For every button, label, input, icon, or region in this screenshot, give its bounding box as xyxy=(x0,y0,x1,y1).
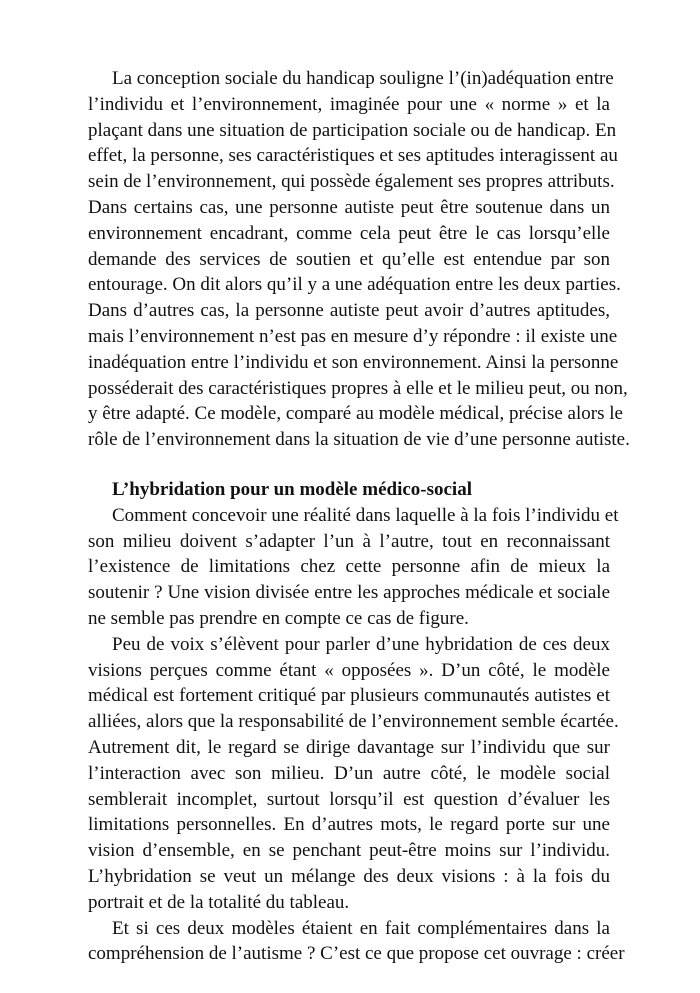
text-line: La conception sociale du handicap souligne l’(in)adéquation entre xyxy=(112,68,614,89)
text-line: Dans d’autres cas, la personne autiste peut avoir d’autres aptitudes, xyxy=(88,300,610,322)
text-line: l’individu et l’environnement, imaginée pour une « norme » et la xyxy=(88,93,610,115)
text-line: l’interaction avec son milieu. D’un autre côté, le modèle social xyxy=(88,762,610,784)
text-line: Et si ces deux modèles étaient en fait complémentaires dans la xyxy=(112,917,610,939)
text-line: inadéquation entre l’individu et son environnement. Ainsi la personne xyxy=(88,351,619,373)
text-line: Peu de voix s’élèvent pour parler d’une hybridation de ces deux xyxy=(112,633,610,655)
text-line: l’existence de limitations chez cette personne afin de mieux la xyxy=(88,556,610,578)
text-line: Dans certains cas, une personne autiste peut être soutenue dans un xyxy=(88,196,610,218)
text-line: effet, la personne, ses caractéristiques et ses aptitudes interagissent au xyxy=(88,145,618,167)
document-page xyxy=(88,66,630,967)
text-line: vision d’ensemble, en se penchant peut-être moins sur l’individu. xyxy=(88,840,610,862)
text-line: portrait et de la totalité du tableau. xyxy=(88,891,350,913)
paragraph xyxy=(88,632,619,916)
text-line: soutenir ? Une vision divisée entre les approches médicale et sociale xyxy=(88,582,610,604)
paragraph xyxy=(88,916,625,968)
text-line: entourage. On dit alors qu’il y a une adéquation entre les deux parties. xyxy=(88,274,621,296)
text-line: semblerait incomplet, surtout lorsqu’il est question d’évaluer les xyxy=(88,788,610,810)
text-line: demande des services de soutien et qu’elle est entendue par son xyxy=(88,248,610,270)
paragraph xyxy=(88,503,619,632)
text-line: visions perçues comme étant « opposées ». D’un côté, le modèle xyxy=(88,659,610,681)
text-line: L’hybridation se veut un mélange des deux visions : à la fois du xyxy=(88,865,610,887)
paragraph xyxy=(88,66,630,453)
text-line: plaçant dans une situation de participation sociale ou de handicap. En xyxy=(88,119,617,141)
text-line: son milieu doivent s’adapter l’un à l’autre, tout en reconnaissant xyxy=(88,530,610,552)
text-line: médical est fortement critiqué par plusieurs communautés autistes et xyxy=(88,685,610,707)
text-line: sein de l’environnement, qui possède également ses propres attributs. xyxy=(88,171,615,193)
text-line: environnement encadrant, comme cela peut être le cas lorsqu’elle xyxy=(88,222,610,244)
text-line: rôle de l’environnement dans la situation de vie d’une personne autiste. xyxy=(88,429,630,451)
section-heading: L’hybridation pour un modèle médico-social xyxy=(112,478,472,500)
text-line: ne semble pas prendre en compte ce cas de figure. xyxy=(88,607,469,629)
text-line: y être adapté. Ce modèle, comparé au modèle médical, précise alors le xyxy=(88,403,623,425)
text-line: limitations personnelles. En d’autres mots, le regard porte sur une xyxy=(88,814,610,836)
text-line: compréhension de l’autisme ? C’est ce que propose cet ouvrage : créer xyxy=(88,943,625,965)
text-line: Autrement dit, le regard se dirige davantage sur l’individu que sur xyxy=(88,736,610,758)
text-line: mais l’environnement n’est pas en mesure d’y répondre : il existe une xyxy=(88,325,618,347)
text-line: posséderait des caractéristiques propres à elle et le milieu peut, ou non, xyxy=(88,377,628,399)
text-line: Comment concevoir une réalité dans laquelle à la fois l’individu et xyxy=(112,504,619,526)
text-line: alliées, alors que la responsabilité de l’environnement semble écartée. xyxy=(88,711,619,733)
